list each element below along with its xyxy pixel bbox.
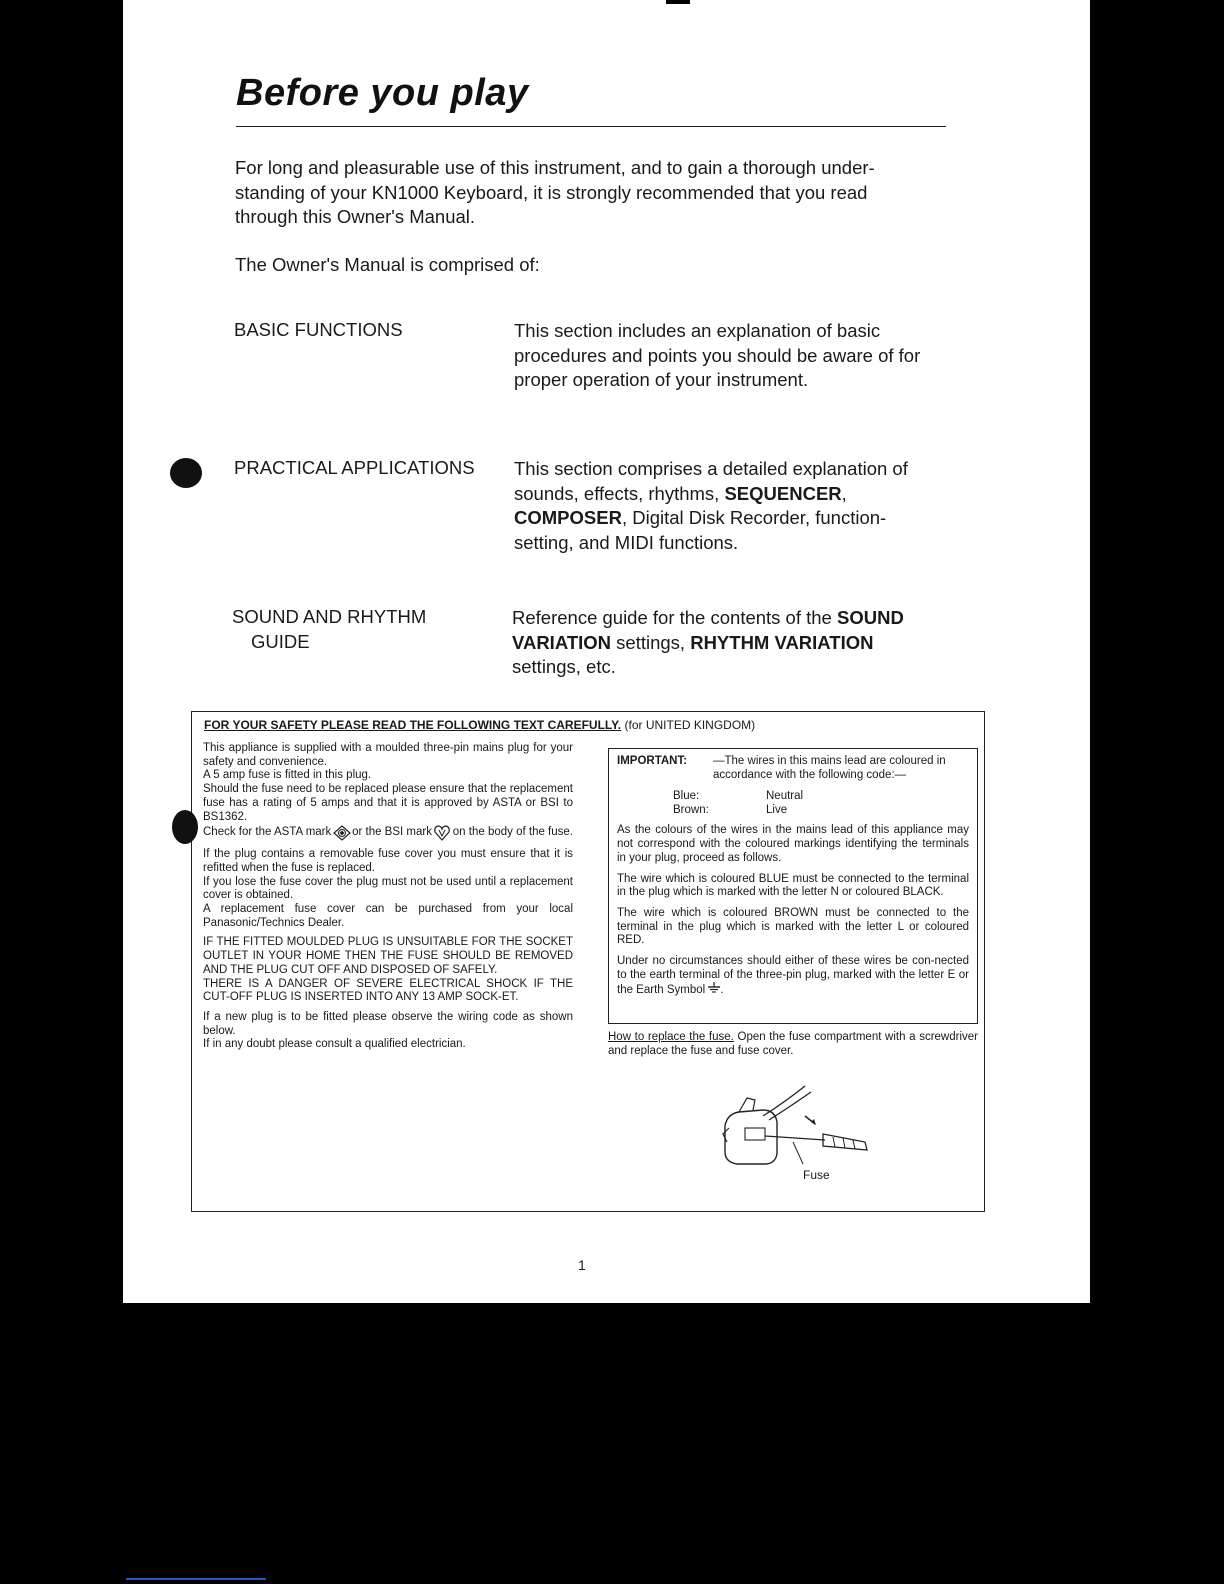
- section-name-sound-rhythm: SOUND AND RHYTHM GUIDE: [232, 606, 427, 652]
- title-rule: [236, 126, 946, 127]
- section-desc-basic: This section includes an explanation of basic procedures and points you should be aware of for proper operation of your instrument.: [514, 320, 921, 390]
- section-name-practical: PRACTICAL APPLICATIONS: [234, 457, 475, 478]
- bsi-mark-icon: [433, 824, 451, 842]
- comprised-text: The Owner's Manual is comprised of:: [235, 254, 540, 275]
- safety-text: If a new plug is to be fitted please observe the wiring code as shown below. If in any doubt please consult a qualified electrician.: [203, 1010, 573, 1051]
- fuse-label: Fuse: [803, 1168, 830, 1182]
- asta-mark-icon: [333, 825, 351, 841]
- safety-warning: IF THE FITTED MOULDED PLUG IS UNSUITABLE FOR THE SOCKET OUTLET IN YOUR HOME THEN THE FUSE SHOULD BE REMOVED AND THE PLUG CUT OFF AND DISPOSED OF SAFELY. THERE IS A DANGER OF SEVERE ELECTRICAL SHOCK IF THE CUT-OFF PLUG IS INSERTED INTO ANY 13 AMP SOCK-ET.: [203, 936, 573, 1004]
- important-paragraph: As the colours of the wires in the mains lead of this appliance may not correspond with the coloured markings identifying the terminals in your plug, proceed as follows.: [617, 824, 969, 864]
- page-number: 1: [578, 1257, 586, 1273]
- intro-paragraph: For long and pleasurable use of this instrument, and to gain a thorough under-standing of your KN1000 Keyboard, it is strongly recommended that you read through this Owner's Manual.: [235, 157, 875, 227]
- scan-border-right: [1090, 0, 1224, 1584]
- important-paragraph: The wire which is coloured BLUE must be connected to the terminal in the plug which is marked with the letter N or coloured BLACK.: [617, 872, 969, 899]
- scan-blue-line: [126, 1578, 266, 1580]
- punch-hole: [170, 458, 202, 488]
- section-desc-sound-rhythm: Reference guide for the contents of the SOUND VARIATION settings, RHYTHM VARIATION settings, etc.: [512, 607, 904, 677]
- earth-symbol-icon: [708, 982, 720, 993]
- safety-text: If the plug contains a removable fuse cover you must ensure that it is refitted when the fuse is replaced. If you lose the fuse cover the plug must not be used until a replacement cover is obtained. A replacement fuse cover can be purchased from your local Panasonic/Technics Dealer.: [203, 848, 573, 929]
- safety-left-column: [203, 742, 573, 1058]
- scan-border-bottom: [123, 1303, 1090, 1584]
- punch-hole: [172, 810, 198, 844]
- safety-text: This appliance is supplied with a moulded three-pin mains plug for your safety and convenience. A 5 amp fuse is fitted in this plug. Should the fuse need to be replaced please ensure that the replacement fuse has a rating of 5 amps and that it is approved by ASTA or BSI to BS1362. Check for the ASTA mark or the BSI mark on the body of the fuse.: [203, 742, 573, 842]
- important-paragraph: The wire which is coloured BROWN must be connected to the terminal in the plug which is marked with the letter L or coloured RED.: [617, 906, 969, 947]
- important-box: [608, 748, 978, 1024]
- safety-heading: FOR YOUR SAFETY PLEASE READ THE FOLLOWING TEXT CAREFULLY. (for UNITED KINGDOM): [204, 718, 756, 732]
- important-text: —The wires in this mains lead are coloured in accordance with the following code:—: [713, 755, 946, 781]
- scan-border-left: [0, 0, 123, 1584]
- howto-text: How to replace the fuse. Open the fuse compartment with a screwdriver and replace the fuse and fuse cover.: [608, 1031, 978, 1057]
- wire-colour-table: Blue: Neutral Brown: Live: [673, 790, 804, 816]
- page-title: Before you play: [236, 72, 529, 114]
- plug-fuse-illustration: [715, 1076, 885, 1186]
- section-name-basic: BASIC FUNCTIONS: [234, 319, 403, 340]
- scan-mark: [666, 0, 690, 4]
- important-paragraph: Under no circumstances should either of these wires be con-nected to the earth terminal of the three-pin plug, marked with the letter E or the Earth Symbol .: [617, 955, 969, 997]
- important-label: IMPORTANT:: [617, 755, 688, 767]
- section-desc-practical: This section comprises a detailed explanation of sounds, effects, rhythms, SEQUENCER, COMPOSER, Digital Disk Recorder, function-setting, and MIDI functions.: [514, 458, 908, 553]
